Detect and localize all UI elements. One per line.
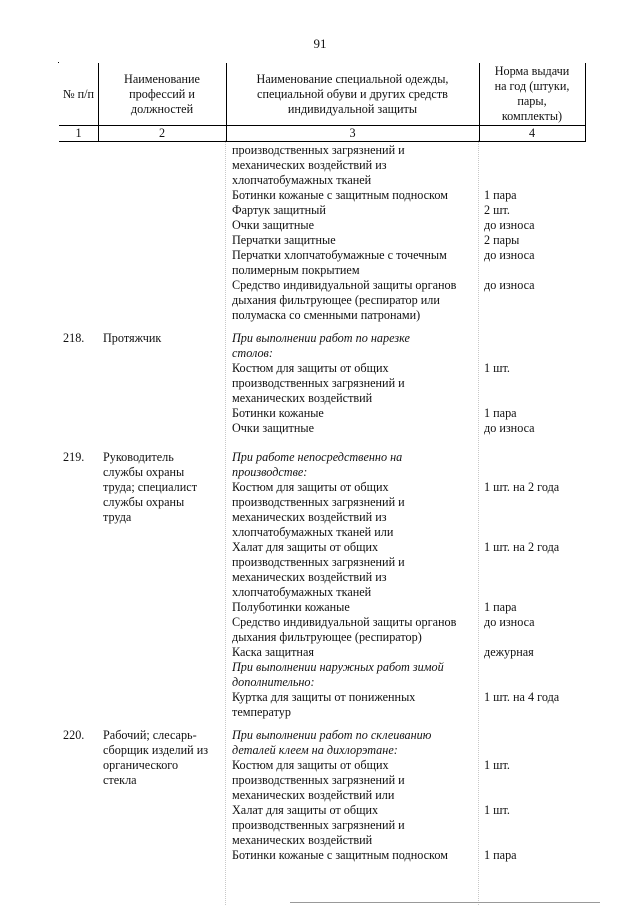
- item-text: Куртка для защиты от пониженных: [232, 690, 416, 704]
- header-col-norm: [479, 63, 586, 126]
- item-text: Каска защитная: [232, 645, 314, 659]
- row-profession: Протяжчик: [103, 331, 162, 345]
- header-num-1: 1: [59, 125, 99, 142]
- item-text: производственных загрязнений и: [232, 495, 405, 509]
- item-text: Очки защитные: [232, 218, 314, 232]
- item-condition: столов:: [232, 346, 273, 360]
- item-condition: деталей клеем на дихлорэтане:: [232, 743, 398, 757]
- row-profession: Рабочий; слесарь-: [103, 728, 197, 742]
- item-text: полумаска со сменными патронами): [232, 308, 421, 322]
- item-text: механических воздействий: [232, 833, 373, 847]
- item-text: полимерным покрытием: [232, 263, 360, 277]
- header-col-number-label: № п/п: [62, 86, 95, 101]
- item-norm: 1 шт.: [484, 361, 510, 375]
- item-text: производственных загрязнений и: [232, 376, 405, 390]
- row-profession: труда: [103, 510, 132, 524]
- item-norm: до износа: [484, 421, 535, 435]
- column-guide: [225, 140, 226, 905]
- item-text: хлопчатобумажных тканей: [232, 585, 372, 599]
- item-text: производственных загрязнений и: [232, 143, 405, 157]
- row-profession: сборщик изделий из: [103, 743, 209, 757]
- header-col-norm-line: на год (штуки,: [494, 79, 570, 93]
- item-norm: до износа: [484, 218, 535, 232]
- item-text: Очки защитные: [232, 421, 314, 435]
- header-col-norm-line: Норма выдачи: [494, 64, 570, 78]
- item-text: механических воздействий из: [232, 158, 387, 172]
- header-num-3: 3: [226, 125, 480, 142]
- header-col-equipment-line: Наименование специальной одежды,: [256, 71, 449, 86]
- header-col-profession-line: профессий и: [129, 86, 195, 101]
- item-text: Халат для защиты от общих: [232, 540, 379, 554]
- row-profession: Руководитель: [103, 450, 174, 464]
- item-text: температур: [232, 705, 291, 719]
- item-text: Перчатки хлопчатобумажные с точечным: [232, 248, 447, 262]
- item-norm: 2 пары: [484, 233, 520, 247]
- item-norm: до износа: [484, 248, 535, 262]
- item-condition: При работе непосредственно на: [232, 450, 403, 464]
- item-text: хлопчатобумажных тканей: [232, 173, 372, 187]
- item-text: механических воздействий или: [232, 788, 395, 802]
- item-text: Халат для защиты от общих: [232, 803, 379, 817]
- item-text: производственных загрязнений и: [232, 773, 405, 787]
- item-text: механических воздействий: [232, 391, 373, 405]
- item-condition: При выполнении работ по склеиванию: [232, 728, 432, 742]
- item-text: Полуботинки кожаные: [232, 600, 350, 614]
- item-text: механических воздействий из: [232, 570, 387, 584]
- row-number: 220.: [63, 728, 85, 742]
- item-text: Средство индивидуальной защиты органов: [232, 278, 457, 292]
- item-norm: 1 шт.: [484, 803, 510, 817]
- item-text: Костюм для защиты от общих: [232, 480, 389, 494]
- item-condition: дополнительно:: [232, 675, 315, 689]
- item-norm: 1 пара: [484, 188, 517, 202]
- header-col-profession-line: Наименование: [124, 71, 200, 86]
- item-text: Костюм для защиты от общих: [232, 758, 389, 772]
- item-condition: производстве:: [232, 465, 308, 479]
- item-text: Ботинки кожаные с защитным подноском: [232, 848, 448, 862]
- header-col-profession: [98, 63, 227, 126]
- item-text: Средство индивидуальной защиты органов: [232, 615, 457, 629]
- row-number: 218.: [63, 331, 85, 345]
- item-norm: дежурная: [484, 645, 534, 659]
- item-norm: до износа: [484, 278, 535, 292]
- item-text: Фартук защитный: [232, 203, 326, 217]
- header-num-4: 4: [479, 125, 586, 142]
- item-text: производственных загрязнений и: [232, 555, 405, 569]
- item-norm: 1 шт. на 4 года: [484, 690, 560, 704]
- item-norm: 1 шт. на 2 года: [484, 480, 560, 494]
- column-guide: [478, 140, 479, 905]
- item-norm: 1 пара: [484, 848, 517, 862]
- item-text: дыхания фильтрующее (респиратор или: [232, 293, 440, 307]
- item-norm: 1 пара: [484, 600, 517, 614]
- item-text: Ботинки кожаные с защитным подноском: [232, 188, 448, 202]
- row-number: 219.: [63, 450, 85, 464]
- item-text: хлопчатобумажных тканей или: [232, 525, 394, 539]
- row-profession: службы охраны: [103, 465, 185, 479]
- header-col-norm-line: комплекты): [501, 109, 563, 123]
- item-condition: При выполнении работ по нарезке: [232, 331, 410, 345]
- header-col-profession-line: должностей: [130, 101, 194, 116]
- item-text: производственных загрязнений и: [232, 818, 405, 832]
- item-norm: 1 шт. на 2 года: [484, 540, 560, 554]
- item-norm: 1 шт.: [484, 758, 510, 772]
- header-col-equipment-line: специальной обуви и других средств: [257, 86, 448, 101]
- item-norm: 2 шт.: [484, 203, 510, 217]
- item-norm: 1 пара: [484, 406, 517, 420]
- page-number: 91: [313, 36, 327, 51]
- row-profession: стекла: [103, 773, 137, 787]
- header-col-norm-line: пары,: [517, 94, 547, 108]
- item-text: механических воздействий из: [232, 510, 387, 524]
- table-header: [58, 62, 570, 140]
- item-text: Костюм для защиты от общих: [232, 361, 389, 375]
- row-profession: органического: [103, 758, 179, 772]
- item-condition: При выполнении наружных работ зимой: [232, 660, 444, 674]
- header-col-equipment-line: индивидуальной защиты: [287, 101, 418, 116]
- row-profession: службы охраны: [103, 495, 185, 509]
- header-col-number: [59, 63, 99, 126]
- item-text: Перчатки защитные: [232, 233, 336, 247]
- header-col-equipment: [226, 63, 480, 126]
- header-num-2: 2: [98, 125, 227, 142]
- item-text: дыхания фильтрующее (респиратор): [232, 630, 422, 644]
- item-text: Ботинки кожаные: [232, 406, 324, 420]
- item-norm: до износа: [484, 615, 535, 629]
- bottom-rule: [290, 902, 600, 903]
- row-profession: труда; специалист: [103, 480, 198, 494]
